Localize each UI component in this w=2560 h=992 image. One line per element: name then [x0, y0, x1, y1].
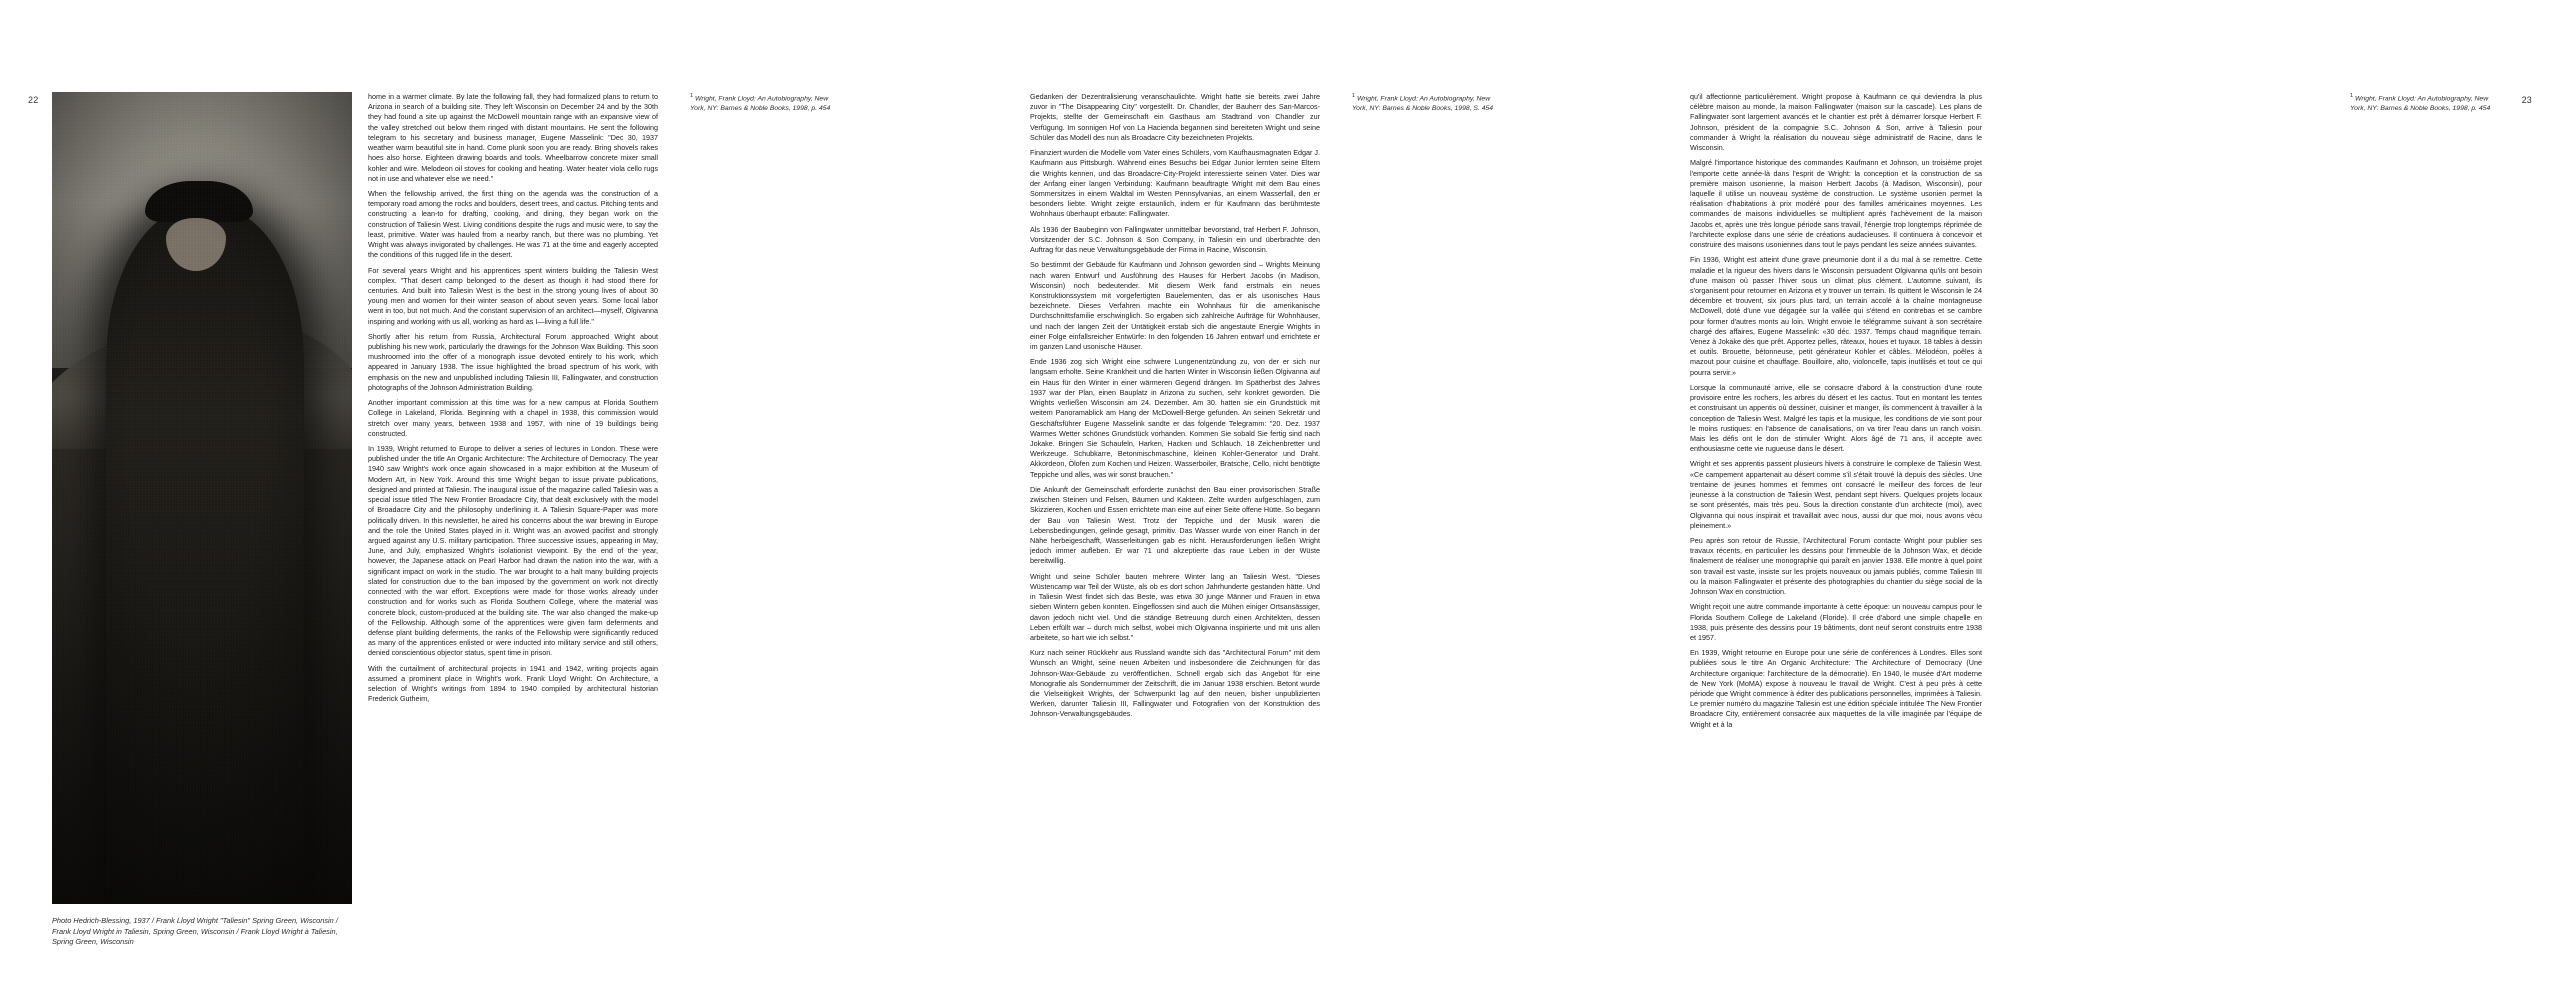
paragraph: For several years Wright and his apprentices spent winters building the Taliesin West complex. "That desert camp belonged to the desert as though it had stood there for centuries. And built into Taliesin West is the best in the strong young lives of about 30 young men and women for their winter season of about seven years. Some local labor went in too, but not much. And the constant supervision of an architect—myself, Olgivanna inspiring and working with us all, working as hard as I—living a full life." [368, 265, 658, 326]
footnote-german [1352, 92, 1500, 115]
photo-caption: Photo Hedrich-Blessing, 1937 / Frank Lloyd Wright "Taliesin" Spring Green, Wisconsin / Frank Lloyd Wright in Taliesin, Spring Green, Wisconsin / Frank Lloyd Wright à Taliesin, Spring Green, Wisconsin [52, 916, 338, 947]
text-column-french [1690, 92, 1982, 735]
paragraph: Fin 1936, Wright est atteint d'une grave pneumonie dont il a du mal à se remettre. Cette maladie et la rigueur des hivers dans le Wisconsin persuadent Olgivanna qu'ils ont besoin d'une maison où passer l'hiver sous un climat plus clément. L'automne suivant, ils s'organisent pour retourner en Arizona et y trouver un terrain. Ils quittent le Wisconsin le 24 décembre et trouvent, six jours plus tard, un terrain accolé à la chaîne montagneuse McDowell, doté d'une vue dégagée sur la vallée qui s'étend en contrebas et se cambre pour former d'autres monts au loin. Wright envoie le télégramme suivant à son secrétaire chargé des affaires, Eugene Masselink: «30 déc. 1937. Temps chaud magnifique terrain. Venez à Jokake dès que prêt. Apportez pelles, râteaux, houes et tuyaux. 18 tables à dessin et outils. Brouette, bétonneuse, petit générateur Kohler et câbles. Mélodéon, poêles à mazout pour cuisine et chauffage. Bouilloire, alto, violoncelle, tapis inutilisés et tout ce qui pourra servir.» [1690, 255, 1982, 377]
paragraph: Another important commission at this time was for a new campus at Florida Southern College in Lakeland, Florida. Beginning with a chapel in 1938, this commission would stretch over many years, between 1938 and 1957, with nine of 19 buildings being constructed. [368, 398, 658, 438]
footnote-english [690, 92, 838, 115]
paragraph: Lorsque la communauté arrive, elle se consacre d'abord à la construction d'une route provisoire entre les rochers, les arbres du désert et les cactus. Tout en montant les tentes et construisant un appentis où dessiner, cuisiner et manger, ils commencent à travailler à la conception de Taliesin West. Malgré les tapis et la musique, les conditions de vie sont pour le moins rustiques: en l'absence de canalisations, on va tirer l'eau dans un ranch voisin. Mais les défis ont le don de stimuler Wright. Alors âgé de 71 ans, il accepte avec enthousiasme cette vie rugueuse dans le désert. [1690, 382, 1982, 454]
footnote-marker: 1 [690, 93, 694, 99]
footnote-text: Wright, Frank Lloyd: An Autobiography, New York, NY: Barnes & Noble Books, 1998, S. 454 [1352, 95, 1494, 113]
paragraph: qu'il affectionne particulièrement. Wright propose à Kaufmann ce qui deviendra la plus célèbre maison au monde, la maison Fallingwater (maison sur la cascade). Les plans de Fallingwater sont largement avancés et le chantier est prêt à démarrer lorsque Herbert F. Johnson, président de la compagnie S.C. Johnson & Son, arrive à Taliesin pour commander à Wright la réalisation du nouveau siège administratif de Racine, dans le Wisconsin. [1690, 92, 1982, 153]
paragraph: Malgré l'importance historique des commandes Kaufmann et Johnson, un troisième projet l'emporte cette année-là dans l'esprit de Wright: la conception et la construction de sa première maison usonienne, la maison Herbert Jacobs (à Madison, Wisconsin), pour laquelle il utilise un nouveau système de construction. Le système usonien permet la réalisation d'habitations à prix modéré pour des familles américaines moyennes. Les commandes de maisons individuelles se multiplient après l'achèvement de la maison Jacobs et, après une très longue période sans travail, l'énergie trop longtemps réprimée de l'architecte explose dans une série de créations audacieuses. Il continuera à concevoir et construire des maisons usoniennes dans tout le pays pendant les seize années suivantes. [1690, 158, 1982, 250]
photo-figure [106, 206, 304, 904]
footnote-french [2350, 92, 2498, 115]
page-number-left: 22 [28, 95, 39, 105]
photo-hat [145, 181, 253, 222]
paragraph: Kurz nach seiner Rückkehr aus Russland wandte sich das "Architectural Forum" mit dem Wunsch an Wright, seine neuen Arbeiten und insbesondere die Zeichnungen für das Johnson-Wax-Gebäude zu veröffentlichen. Schnell ergab sich das Angebot für eine Monografie als Sondernummer der Zeitschrift, die im Januar 1938 erschien. Betont wurde die Vielseitigkeit Wrights, der Schwerpunkt lag auf den neuen, bisher unpublizierten Werken, darunter Taliesin III, Fallingwater und Fotografien von der Konstruktion des Johnson-Verwaltungsgebäudes. [1030, 648, 1320, 719]
footnote-text: Wright, Frank Lloyd: An Autobiography, New York, NY: Barnes & Noble Books, 1998, p. 454 [2350, 95, 2491, 113]
paragraph: Wright reçoit une autre commande importante à cette époque: un nouveau campus pour le Florida Southern College de Lakeland (Floride). Il crée d'abord une simple chapelle en 1938, puis présente des dessins pour 19 bâtiments, dont neuf seront construits entre 1938 et 1957. [1690, 602, 1982, 642]
paragraph: home in a warmer climate. By late the following fall, they had formalized plans to return to Arizona in search of a building site. They left Wisconsin on December 24 and by the 30th they had found a site up against the McDowell mountain range with an expansive view of the valley stretched out below them ringed with distant mountains. He sent the following telegram to his secretary and business manager, Eugene Masselink: "Dec 30, 1937 weather warm beautiful site in hand. Come plunk soon you are ready. Bring shovels rakes hoes also horse. Eighteen drawing boards and tools. Wheelbarrow concrete mixer small kohler and wire. Melodeon oil stoves for cooking and heating. Water heater viola cello rugs not in use and whatever else we need." [368, 92, 658, 183]
paragraph: Finanziert wurden die Modelle vom Vater eines Schülers, vom Kaufhausmagnaten Edgar J. Kaufmann aus Pittsburgh. Während eines Besuchs bei Edgar Junior lernten seine Eltern die Wrights kennen, und das Broadacre-City-Projekt interessierte seinen Vater. Dies war der Anfang einer langen Verbindung: Kaufmann beauftragte Wright mit dem Bau eines Sommersitzes in einem Waldtal im Westen Pennsylvanias, an einem Wasserfall, den er besonders liebte. Wright zeigte erstaunlich, indem er für Kaufmann das berühmteste Wohnhaus überhaupt erbaute: Fallingwater. [1030, 148, 1320, 219]
paragraph: So bestimmt der Gebäude für Kaufmann und Johnson geworden sind – Wrights Meinung nach waren Entwurf und Ausführung des Hauses für Herbert Jacobs (in Madison, Wisconsin) noch bedeutender. Mit diesem Werk fand erstmals ein neues Konstruktionssystem mit vorgefertigten Bauelementen, das er als usonisches Haus bezeichnete. Dieses Verfahren machte ein Wohnhaus für die amerikanische Durchschnittsfamilie erschwinglich. So ergaben sich zahlreiche Aufträge für Wohnhäuser, und nach der langen Zeit der Untätigkeit erstab sich die angestaute Energie Wrights in einer Folge einfallsreicher Entwürfe: In den folgenden 16 Jahren entwarf und errichtete er im ganzen Land usonische Häuser. [1030, 260, 1320, 352]
paragraph: Wright et ses apprentis passent plusieurs hivers à construire le complexe de Taliesin West. «Ce campement appartenait au désert comme s'il s'était trouvé là depuis des siècles. Une trentaine de jeunes hommes et femmes ont consacré le meilleur des forces de leur jeunesse à la construction de Taliesin West, pendant sept hivers. Quelques projets locaux se sont présentés, mais très peu. Sous la direction constante d'un architecte (moi), avec Olgivanna qui nous inspirait et travaillait avec nous, aussi dur que moi, nous avons vécu pleinement.» [1690, 459, 1982, 530]
paragraph: Peu après son retour de Russie, l'Architectural Forum contacte Wright pour publier ses travaux récents, en particulier les dessins pour l'immeuble de la Johnson Wax, et décide finalement de réaliser une monographie qui paraît en janvier 1938. Elle montre à quel point son travail est vaste, insiste sur les projets nouveaux ou jamais publiés, comme Taliesin III ou la maison Fallingwater et présente des photographies du chantier du siège social de la Johnson Wax en construction. [1690, 535, 1982, 597]
paragraph: Als 1936 der Baubeginn von Fallingwater unmittelbar bevorstand, traf Herbert F. Johnson, Vorsitzender der S.C. Johnson & Son Company, in Taliesin ein und überbrachte den Auftrag für das neue Verwaltungsgebäude der Firma in Racine, Wisconsin. [1030, 224, 1320, 255]
portrait-photograph [52, 92, 352, 904]
paragraph: When the fellowship arrived, the first thing on the agenda was the construction of a temporary road among the rocks and boulders, desert trees, and cactus. Pitching tents and constructing a lean-to for drafting, cooking, and dining, they began work on the construction of Taliesin West. Living conditions despite the rugs and music were, to say the least, primitive. Water was hauled from a nearby ranch, but there was no plumbing. Yet Wright was always invigorated by challenges. He was 71 at the time and eagerly accepted the conditions of this rugged life in the desert. [368, 188, 658, 260]
paragraph: With the curtailment of architectural projects in 1941 and 1942, writing projects again assumed a prominent place in Wright's work. Frank Lloyd Wright: On Architecture, a selection of Wright's writings from 1894 to 1940 compiled by architectural historian Frederick Gutheim, [368, 663, 658, 704]
paragraph: Shortly after his return from Russia, Architectural Forum approached Wright about publishing his new work, particularly the drawings for the Johnson Wax Building. This soon mushroomed into the offer of a monograph issue devoted entirely to his work, which appeared in January 1938. The issue highlighted the broad spectrum of his work, with emphasis on the new and unpublished including Taliesin III, Fallingwater, and construction photographs of the Johnson Administration Building. [368, 331, 658, 392]
footnote-marker: 1 [2350, 93, 2354, 99]
paragraph: Wright und seine Schüler bauten mehrere Winter lang an Taliesin West. "Dieses Wüstencamp war Teil der Wüste, als ob es dort schon Jahrhunderte gestanden hätte. Und in Taliesin West findet sich das Beste, was etwa 30 junge Männer und Frauen in etwa sieben Wintern geben konnten. Eingeflossen sind auch die Mühen einiger Ortsansässiger, davon jedoch nicht viel. Und die ständige Betreuung durch einen Architekten, dessen Leben erfüllt war – durch mich selbst, wobei mich Olgivanna inspirierte und mit uns allen arbeitete, so hart wie ich selbst." [1030, 571, 1320, 642]
text-column-german [1030, 92, 1320, 725]
page-number-right: 23 [2521, 95, 2532, 105]
footnote-text: Wright, Frank Lloyd: An Autobiography, New York, NY: Barnes & Noble Books, 1998, p. 454 [690, 95, 831, 113]
paragraph: Gedanken der Dezentralisierung veranschaulichte. Wright hatte sie bereits zwei Jahre zuvor in "The Disappearing City" vorgestellt. Dr. Chandler, der Bauherr des San-Marcos-Projekts, stellte der Gemeinschaft ein Gasthaus am Stadtrand von Chandler zur Verfügung. Im sonnigen Hof von La Hacienda begannen sind bereiteten Wright und seine Schüler das Modell des nun als Broadacre City bezeichneten Projekts. [1030, 92, 1320, 142]
footnote-marker: 1 [1352, 93, 1356, 99]
text-column-english [368, 92, 658, 709]
paragraph: Ende 1936 zog sich Wright eine schwere Lungenentzündung zu, von der er sich nur langsam erholte. Seine Krankheit und die harten Winter in Wisconsin ließen Olgivanna auf ein Haus für den Winter in einer wärmeren Gegend drängen. Im Spätherbst des Jahres 1937 war der Plan, einen Bauplatz in Arizona zu suchen, sehr konkret geworden. Die Wrights verließen Wisconsin am 24. Dezember. Am 30. hatten sie ein Grundstück mit weitem Panoramablick am Hang der McDowell-Berge gefunden. An seinen Sekretär und Geschäftsführer Eugene Masselink sandte er das folgende Telegramm: "20. Dez. 1937 Warmes Wetter schönes Grundstück vorhanden. Kommen Sie sobald Sie fertig sind nach Jokake. Bringen Sie Schaufeln, Harken, Hacken und Schlauch. 18 Zeichenbretter und Werkzeuge. Schubkarre, Betonmischmaschine, kleinen Kohler-Generator und Draht. Akkordeon, Ölofen zum Kochen und Heizen. Wasserboiler, Bratsche, Cello, nicht benötigte Teppiche und alles, was wir sonst brauchen." [1030, 357, 1320, 479]
paragraph: En 1939, Wright retourne en Europe pour une série de conférences à Londres. Elles sont publiées sous le titre An Organic Architecture: The Architecture of Democracy (Une Architecture organique: l'architecture de la démocratie). En 1940, le musée d'Art moderne de New York (MoMA) expose à nouveau le travail de Wright. C'est à peu près à cette période que Wright commence à éditer des publications personnelles, imprimées à Taliesin. Le premier numéro du magazine Taliesin est une édition spéciale intitulée The New Frontier Broadacre City, entièrement consacrée aux maquettes de la ville imaginée par l'équipe de Wright et à la [1690, 648, 1982, 729]
paragraph: In 1939, Wright returned to Europe to deliver a series of lectures in London. These were published under the title An Organic Architecture: The Architecture of Democracy. The year 1940 saw Wright's work once again showcased in a major exhibition at the Museum of Modern Art, in New York. Around this time Wright began to issue private publications, designed and printed at Taliesin. The inaugural issue of the magazine called Taliesin was a special issue titled The New Frontier Broadacre City, that dealt exclusively with the model of Broadacre City and the philosophy underlining it. A Taliesin Square-Paper was more politically driven. In this newsletter, he aired his concerns about the war brewing in Europe and the role the United States played in it. Wright was an avowed pacifist and strongly argued against any U.S. military participation. Three successive issues, appearing in May, June, and July, emphasized Wright's isolationist viewpoint. By the end of the year, however, the Japanese attack on Pearl Harbor had drawn the nation into the war, with a significant impact on work in the studio. The war brought to a halt many building projects slated for construction due to the ban imposed by the government on work not directly connected with the war effort. Exceptions were made for those works already under construction and for works such as Florida Southern College, where the material was concrete block, custom-produced at the building site. The war also changed the make-up of the Fellowship. Although some of the apprentices were given farm deferments and defense plant building deferments, the ranks of the Fellowship were significantly reduced as many of the apprentices enlisted or were inducted into military service and still others, denied conscientious objector status, spent time in prison. [368, 444, 658, 658]
paragraph: Die Ankunft der Gemeinschaft erforderte zunächst den Bau einer provisorischen Straße zwischen Steinen und Felsen, Bäumen und Kakteen. Zelte wurden aufgeschlagen, zum Skizzieren, Kochen und Essen errichtete man eine auf einer Seite offene Hütte. So begann der Bau von Taliesin West. Trotz der Teppiche und der Musik waren die Lebensbedingungen, gelinde gesagt, primitiv. Das Wasser wurde von einer Ranch in der Nähe herbeigeschafft, Wasserleitungen gab es nicht. Herausforderungen ließen Wright jedoch immer aufleben. Er war 71 und akzeptierte das raue Leben in der Wüste bereitwillig. [1030, 484, 1320, 566]
